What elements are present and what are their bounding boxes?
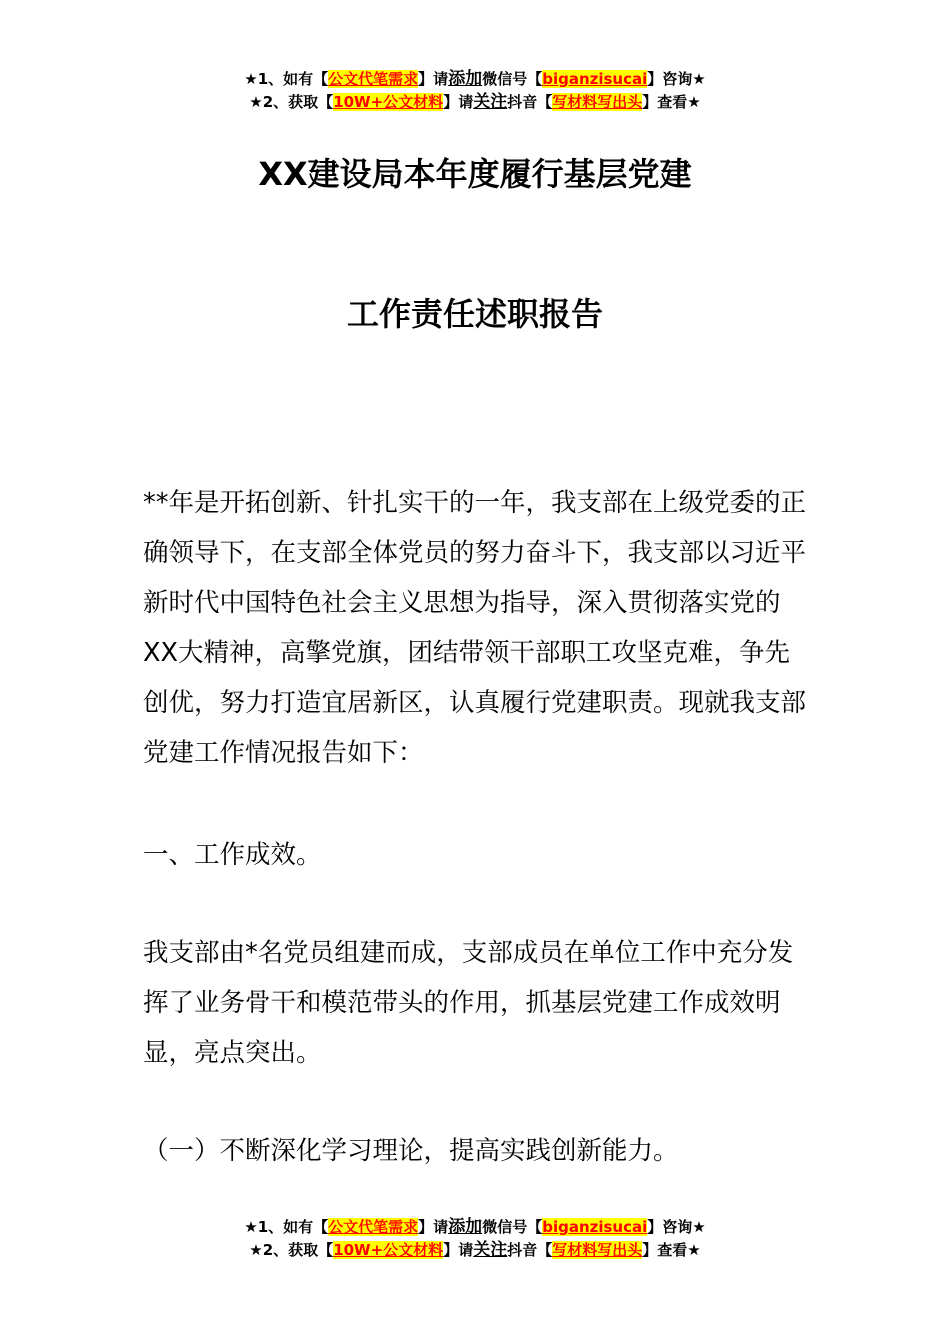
document-title-line-1: XX建设局本年度履行基层党建 [258, 155, 692, 193]
promo-wechat-id: biganzisucai [542, 1218, 648, 1236]
promo-douyin-account: 写材料写出头 [552, 93, 643, 111]
promo-underlined: 添加 [448, 1217, 483, 1237]
promo-text: 】请 [443, 1241, 474, 1259]
promo-text: ★2、获取【 [249, 1241, 334, 1259]
footer-promo-banner [0, 1216, 950, 1262]
promo-underlined: 关注 [473, 92, 508, 112]
promo-text: ★1、如有【 [244, 70, 329, 88]
promo-text: 】咨询★ [647, 1218, 706, 1236]
promo-line-1 [0, 68, 950, 91]
document-title-line-2: 工作责任述职报告 [346, 295, 603, 333]
promo-text: 】咨询★ [647, 70, 706, 88]
promo-wechat-id: biganzisucai [542, 70, 648, 88]
promo-line-2 [0, 91, 950, 114]
promo-highlight: 公文代笔需求 [328, 70, 419, 88]
promo-text: 】查看★ [642, 93, 701, 111]
promo-text: 微信号【 [482, 70, 543, 88]
promo-text: 】请 [443, 93, 474, 111]
promo-underlined: 关注 [473, 1240, 508, 1260]
body-paragraph-intro: **年是开拓创新、针扎实干的一年，我支部在上级党委的正确领导下，在支部全体党员的努力奋斗下，我支部以习近平新时代中国特色社会主义思想为指导，深入贯彻落实党的XX大精神，高擎党旗，团结带领干部职工攻坚克难，争先创优，努力打造宜居新区，认真履行党建职责。现就我支部党建工作情况报告如下： [143, 488, 807, 768]
promo-highlight: 10W+公文材料 [333, 93, 444, 111]
promo-douyin-account: 写材料写出头 [552, 1241, 643, 1259]
promo-text: 抖音【 [507, 93, 553, 111]
promo-underlined: 添加 [448, 69, 483, 89]
promo-text: ★1、如有【 [244, 1218, 329, 1236]
promo-text: 微信号【 [482, 1218, 543, 1236]
promo-text: 】查看★ [642, 1241, 701, 1259]
subsection-heading-theory-study: （一）不断深化学习理论，提高实践创新能力。 [143, 1136, 679, 1166]
promo-text: 】请 [418, 1218, 449, 1236]
promo-highlight: 公文代笔需求 [328, 1218, 419, 1236]
header-promo-banner [0, 68, 950, 114]
body-paragraph-branch-overview: 我支部由*名党员组建而成，支部成员在单位工作中充分发挥了业务骨干和模范带头的作用，抓基层党建工作成效明显，亮点突出。 [143, 938, 794, 1068]
section-heading-work-results: 一、工作成效。 [143, 840, 322, 870]
promo-line-1 [0, 1216, 950, 1239]
promo-text: 抖音【 [507, 1241, 553, 1259]
promo-line-2 [0, 1239, 950, 1262]
promo-text: 】请 [418, 70, 449, 88]
promo-highlight: 10W+公文材料 [333, 1241, 444, 1259]
promo-text: ★2、获取【 [249, 93, 334, 111]
